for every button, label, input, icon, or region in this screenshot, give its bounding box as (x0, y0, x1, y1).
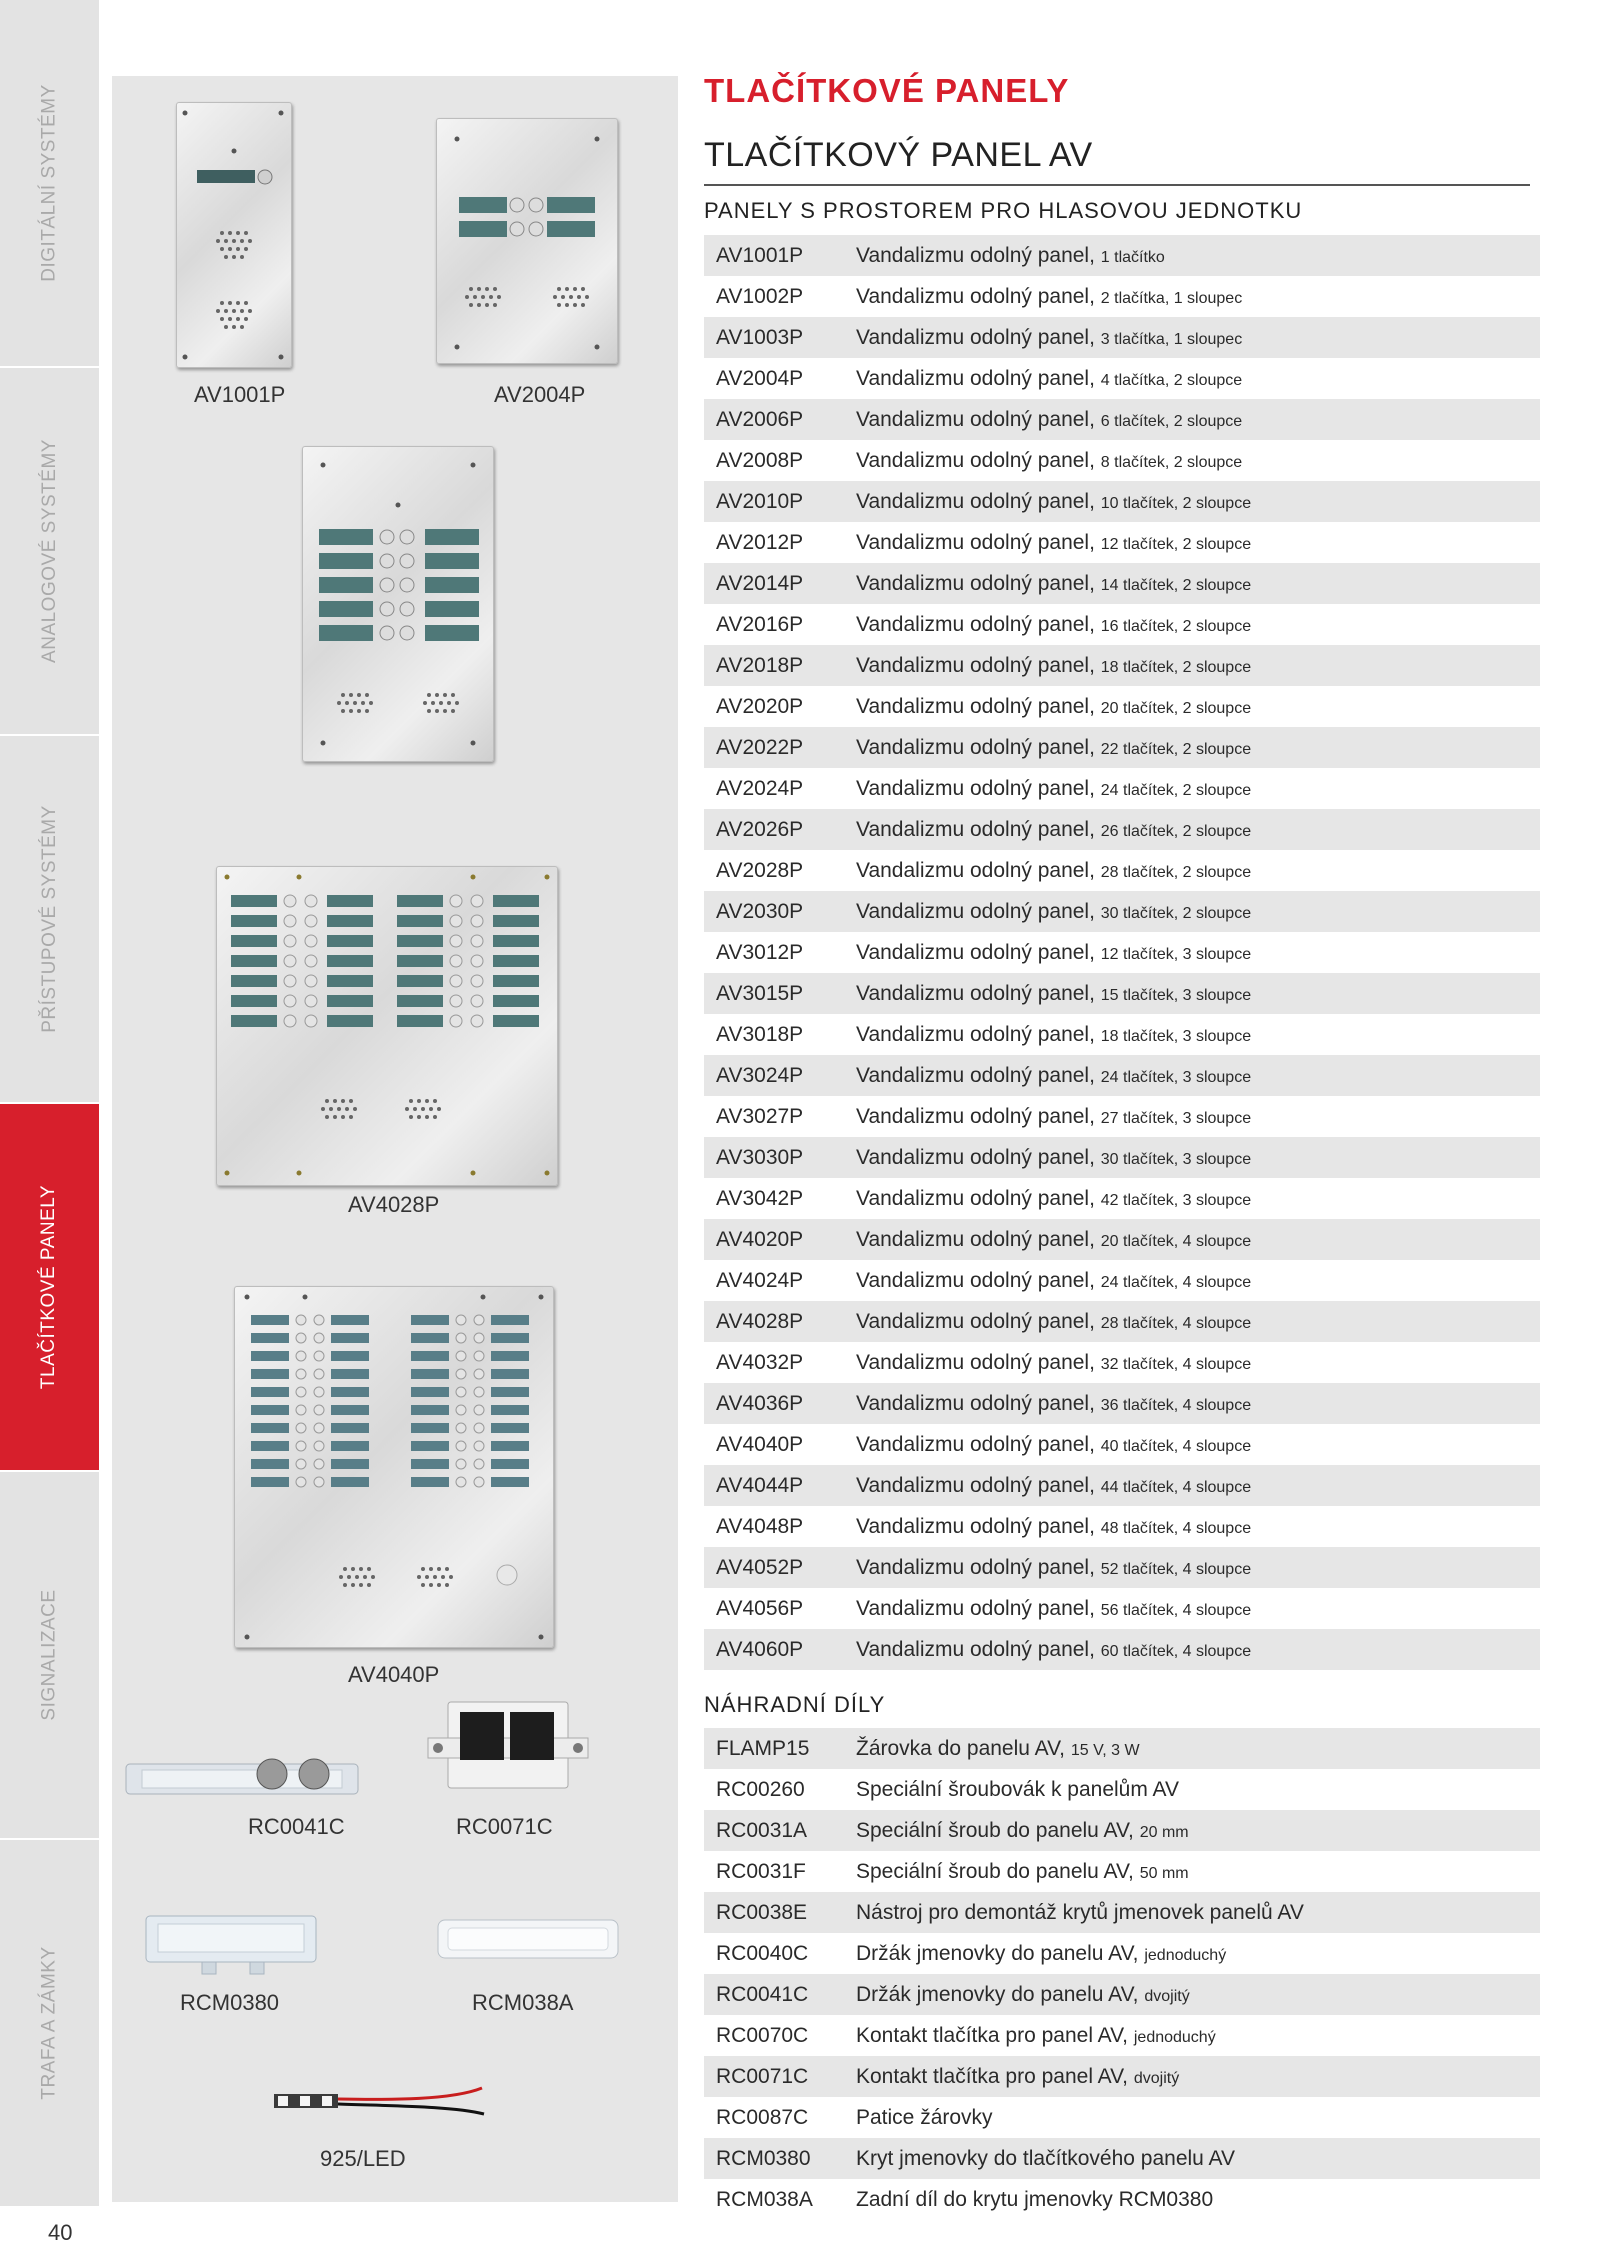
tab-label: SIGNALIZACE (38, 1589, 60, 1721)
tab-digitalni-systemy[interactable] (0, 0, 99, 368)
description-detail: 2 tlačítka, 1 sloupec (1100, 289, 1243, 307)
description-text: Držák jmenovky do panelu AV, (856, 1982, 1139, 2006)
tab-pristupove-systemy[interactable] (0, 736, 99, 1104)
description-detail: jednoduchý (1144, 1946, 1227, 1964)
product-description (856, 1187, 1540, 1211)
table-row (704, 1933, 1540, 1974)
product-description (856, 941, 1540, 965)
table-row (704, 1588, 1540, 1629)
product-description (856, 1064, 1540, 1088)
description-text: Speciální šroub do panelu AV, (856, 1859, 1134, 1883)
description-text: Kryt jmenovky do tlačítkového panelu AV (856, 2146, 1235, 2170)
panel-plate (436, 118, 618, 364)
product-description (856, 1778, 1540, 1802)
product-code: AV2018P (716, 653, 804, 677)
description-text: Vandalizmu odolný panel, (856, 1555, 1095, 1579)
product-description (856, 654, 1540, 678)
product-description (856, 2106, 1540, 2130)
product-description (856, 531, 1540, 555)
product-code: AV3027P (716, 1104, 804, 1128)
tab-tlacitkove-panely[interactable] (0, 1104, 99, 1472)
description-text: Vandalizmu odolný panel, (856, 1268, 1095, 1292)
tab-label: PŘÍSTUPOVÉ SYSTÉMY (38, 805, 60, 1033)
product-description (856, 1105, 1540, 1129)
description-text: Vandalizmu odolný panel, (856, 1063, 1095, 1087)
description-text: Vandalizmu odolný panel, (856, 1227, 1095, 1251)
part-image-925-led (262, 2066, 562, 2186)
part-image-rcm0380 (142, 1906, 362, 2026)
table-row (704, 891, 1540, 932)
description-text: Vandalizmu odolný panel, (856, 1022, 1095, 1046)
title-divider (704, 184, 1530, 186)
table-row (704, 2138, 1540, 2179)
panel-plate (216, 866, 558, 1186)
description-text: Vandalizmu odolný panel, (856, 571, 1095, 595)
product-image-av4028p (112, 866, 678, 1326)
spares-table (704, 1728, 1540, 2220)
table-row (704, 1629, 1540, 1670)
description-detail: 12 tlačítek, 3 sloupce (1100, 945, 1252, 963)
product-code: AV4036P (716, 1391, 804, 1415)
panels-subheading: PANELY S PROSTOREM PRO HLASOVOU JEDNOTKU (704, 198, 1303, 223)
description-detail: 30 tlačítek, 3 sloupce (1100, 1150, 1252, 1168)
product-description (856, 1392, 1540, 1416)
table-row (704, 235, 1540, 276)
description-detail: 18 tlačítek, 2 sloupce (1100, 658, 1252, 676)
description-text: Vandalizmu odolný panel, (856, 530, 1095, 554)
table-row (704, 440, 1540, 481)
product-code: RC0031F (716, 1859, 806, 1883)
product-code: AV2022P (716, 735, 804, 759)
part-caption: RCM0380 (180, 1990, 280, 2015)
table-row (704, 850, 1540, 891)
description-detail: 36 tlačítek, 4 sloupce (1100, 1396, 1252, 1414)
product-caption: AV2004P (494, 382, 586, 407)
product-description (856, 2065, 1540, 2089)
description-text: Speciální šroub do panelu AV, (856, 1818, 1134, 1842)
table-row (704, 1810, 1540, 1851)
product-code: RCM038A (716, 2187, 813, 2211)
table-row (704, 1547, 1540, 1588)
product-code: AV4040P (716, 1432, 804, 1456)
product-code: AV2030P (716, 899, 804, 923)
table-row (704, 1851, 1540, 1892)
description-text: Vandalizmu odolný panel, (856, 407, 1095, 431)
product-description (856, 818, 1540, 842)
product-description (856, 1310, 1540, 1334)
product-code: AV4056P (716, 1596, 804, 1620)
part-caption: 925/LED (320, 2146, 406, 2171)
description-text: Držák jmenovky do panelu AV, (856, 1941, 1139, 1965)
product-code: AV2026P (716, 817, 804, 841)
description-detail: 15 tlačítek, 3 sloupce (1100, 986, 1252, 1004)
product-code: FLAMP15 (716, 1736, 810, 1760)
product-code: AV3024P (716, 1063, 804, 1087)
description-detail: 24 tlačítek, 4 sloupce (1100, 1273, 1252, 1291)
panel-illustration (437, 119, 617, 363)
product-description (856, 572, 1540, 596)
table-row (704, 399, 1540, 440)
product-image-av2004p (412, 76, 672, 407)
description-text: Vandalizmu odolný panel, (856, 1186, 1095, 1210)
product-description (856, 1901, 1540, 1925)
description-text: Vandalizmu odolný panel, (856, 694, 1095, 718)
description-detail: 16 tlačítek, 2 sloupce (1100, 617, 1252, 635)
spares-heading: NÁHRADNÍ DÍLY (704, 1692, 886, 1717)
product-code: RC0038E (716, 1900, 808, 1924)
description-detail: 4 tlačítka, 2 sloupce (1100, 371, 1243, 389)
product-description (856, 285, 1540, 309)
product-code: RC00260 (716, 1777, 805, 1801)
table-row (704, 2056, 1540, 2097)
product-description (856, 1023, 1540, 1047)
product-code: AV4024P (716, 1268, 804, 1292)
product-code: AV3018P (716, 1022, 804, 1046)
product-description (856, 1942, 1540, 1966)
product-description (856, 367, 1540, 391)
table-row (704, 973, 1540, 1014)
description-text: Speciální šroubovák k panelům AV (856, 1777, 1179, 1801)
description-text: Vandalizmu odolný panel, (856, 1350, 1095, 1374)
product-code: RC0041C (716, 1982, 809, 2006)
tab-label: TRAFA A ZÁMKY (38, 1946, 60, 2100)
product-caption: AV4028P (348, 1192, 440, 1217)
table-row (704, 563, 1540, 604)
product-code: RC0040C (716, 1941, 809, 1965)
description-detail: jednoduchý (1133, 2028, 1216, 2046)
description-text: Vandalizmu odolný panel, (856, 940, 1095, 964)
description-detail: 28 tlačítek, 4 sloupce (1100, 1314, 1252, 1332)
product-code: AV2028P (716, 858, 804, 882)
tab-label: ANALOGOVÉ SYSTÉMY (38, 439, 60, 663)
product-code: RC0071C (716, 2064, 809, 2088)
description-detail: 6 tlačítek, 2 sloupce (1100, 412, 1243, 430)
product-description (856, 408, 1540, 432)
product-description (856, 1228, 1540, 1252)
panels-table (704, 235, 1540, 1670)
product-description (856, 1819, 1540, 1843)
product-code: AV4028P (716, 1309, 804, 1333)
description-detail: 50 mm (1139, 1864, 1189, 1882)
description-text: Zadní díl do krytu jmenovky RCM0380 (856, 2187, 1214, 2211)
product-code: AV2016P (716, 612, 804, 636)
product-code: RC0070C (716, 2023, 809, 2047)
panel-plate (234, 1286, 554, 1648)
description-text: Vandalizmu odolný panel, (856, 1391, 1095, 1415)
table-row (704, 727, 1540, 768)
table-row (704, 645, 1540, 686)
description-text: Vandalizmu odolný panel, (856, 817, 1095, 841)
product-code: AV4032P (716, 1350, 804, 1374)
description-text: Vandalizmu odolný panel, (856, 1637, 1095, 1661)
table-row (704, 1096, 1540, 1137)
table-row (704, 358, 1540, 399)
table-row (704, 686, 1540, 727)
part-image-rc0041c (122, 1736, 372, 1856)
product-code: RC0031A (716, 1818, 808, 1842)
product-code: AV4020P (716, 1227, 804, 1251)
product-description (856, 1556, 1540, 1580)
product-description (856, 1433, 1540, 1457)
product-description (856, 1474, 1540, 1498)
table-row (704, 1892, 1540, 1933)
description-text: Vandalizmu odolný panel, (856, 366, 1095, 390)
table-row (704, 522, 1540, 563)
section-tabs (0, 0, 99, 2200)
tab-label: TLAČÍTKOVÉ PANELY (38, 1184, 60, 1390)
description-detail: 3 tlačítka, 1 sloupec (1100, 330, 1243, 348)
table-row (704, 1014, 1540, 1055)
description-text: Vandalizmu odolný panel, (856, 653, 1095, 677)
description-detail: 1 tlačítko (1100, 248, 1165, 266)
part-image-rc0071c (402, 1696, 672, 1856)
product-caption: AV4040P (348, 1662, 440, 1687)
part-caption: RC0071C (456, 1814, 553, 1839)
description-detail: 42 tlačítek, 3 sloupce (1100, 1191, 1252, 1209)
product-code: AV3030P (716, 1145, 804, 1169)
product-description (856, 490, 1540, 514)
description-text: Kontakt tlačítka pro panel AV, (856, 2023, 1129, 2047)
table-row (704, 1383, 1540, 1424)
description-text: Vandalizmu odolný panel, (856, 1514, 1095, 1538)
product-description (856, 1351, 1540, 1375)
product-description (856, 244, 1540, 268)
product-caption: AV1001P (194, 382, 286, 407)
product-code: AV4060P (716, 1637, 804, 1661)
table-row (704, 1055, 1540, 1096)
description-text: Vandalizmu odolný panel, (856, 489, 1095, 513)
description-text: Vandalizmu odolný panel, (856, 858, 1095, 882)
product-code: AV3015P (716, 981, 804, 1005)
panel-illustration (217, 867, 557, 1185)
description-detail: 24 tlačítek, 2 sloupce (1100, 781, 1252, 799)
description-text: Vandalizmu odolný panel, (856, 1432, 1095, 1456)
product-description (856, 2024, 1540, 2048)
description-detail: 52 tlačítek, 4 sloupce (1100, 1560, 1252, 1578)
product-code: RC0087C (716, 2105, 809, 2129)
product-description (856, 1269, 1540, 1293)
table-row (704, 2015, 1540, 2056)
description-detail: 48 tlačítek, 4 sloupce (1100, 1519, 1252, 1537)
product-description (856, 1737, 1540, 1761)
table-row (704, 1178, 1540, 1219)
table-row (704, 317, 1540, 358)
description-text: Vandalizmu odolný panel, (856, 1145, 1095, 1169)
table-row (704, 2179, 1540, 2220)
description-detail: 20 tlačítek, 4 sloupce (1100, 1232, 1252, 1250)
product-description (856, 1860, 1540, 1884)
part-caption: RC0041C (248, 1814, 345, 1839)
description-detail: 8 tlačítek, 2 sloupce (1100, 453, 1243, 471)
description-detail: 10 tlačítek, 2 sloupce (1100, 494, 1252, 512)
description-text: Nástroj pro demontáž krytů jmenovek panelů AV (856, 1900, 1304, 1924)
product-image-av2010p (112, 446, 678, 906)
product-code: AV1003P (716, 325, 804, 349)
description-detail: 44 tlačítek, 4 sloupce (1100, 1478, 1252, 1496)
product-description (856, 1983, 1540, 2007)
product-code: AV2014P (716, 571, 804, 595)
description-text: Vandalizmu odolný panel, (856, 1473, 1095, 1497)
product-code: AV1002P (716, 284, 804, 308)
table-row (704, 1137, 1540, 1178)
product-code: AV1001P (716, 243, 804, 267)
description-text: Vandalizmu odolný panel, (856, 899, 1095, 923)
table-row (704, 768, 1540, 809)
table-row (704, 1465, 1540, 1506)
description-text: Vandalizmu odolný panel, (856, 325, 1095, 349)
description-detail: 20 tlačítek, 2 sloupce (1100, 699, 1252, 717)
description-detail: 40 tlačítek, 4 sloupce (1100, 1437, 1252, 1455)
table-row (704, 1342, 1540, 1383)
table-row (704, 2097, 1540, 2138)
tab-trafa-a-zamky[interactable] (0, 1840, 99, 2208)
part-illustration (142, 1906, 362, 1986)
product-code: AV2004P (716, 366, 804, 390)
description-text: Vandalizmu odolný panel, (856, 735, 1095, 759)
table-row (704, 1301, 1540, 1342)
product-image-av1001p (112, 76, 372, 407)
description-text: Vandalizmu odolný panel, (856, 1309, 1095, 1333)
description-detail: 30 tlačítek, 2 sloupce (1100, 904, 1252, 922)
table-row (704, 481, 1540, 522)
product-description (856, 982, 1540, 1006)
product-code: AV4048P (716, 1514, 804, 1538)
description-detail: 27 tlačítek, 3 sloupce (1100, 1109, 1252, 1127)
part-illustration (122, 1736, 372, 1806)
panel-illustration (177, 103, 291, 367)
description-text: Vandalizmu odolný panel, (856, 1104, 1095, 1128)
tab-analogove-systemy[interactable] (0, 368, 99, 736)
description-detail: 56 tlačítek, 4 sloupce (1100, 1601, 1252, 1619)
table-row (704, 1219, 1540, 1260)
panel-illustration (303, 447, 493, 761)
product-description (856, 900, 1540, 924)
product-description (856, 613, 1540, 637)
product-description (856, 1146, 1540, 1170)
product-description (856, 2147, 1540, 2171)
product-image-av4040p (112, 1286, 678, 1736)
table-row (704, 604, 1540, 645)
description-detail: dvojitý (1144, 1987, 1190, 2005)
part-caption: RCM038A (472, 1990, 574, 2015)
product-code: AV2010P (716, 489, 804, 513)
part-illustration (432, 1906, 662, 1986)
description-text: Vandalizmu odolný panel, (856, 243, 1095, 267)
table-row (704, 1769, 1540, 1810)
product-description (856, 2188, 1540, 2212)
description-text: Vandalizmu odolný panel, (856, 981, 1095, 1005)
description-detail: 12 tlačítek, 2 sloupce (1100, 535, 1252, 553)
description-text: Vandalizmu odolný panel, (856, 776, 1095, 800)
page-title: TLAČÍTKOVÝ PANEL AV (704, 136, 1093, 174)
product-code: AV3012P (716, 940, 804, 964)
description-detail: 20 mm (1139, 1823, 1189, 1841)
product-description (856, 777, 1540, 801)
product-description (856, 1515, 1540, 1539)
panel-plate (176, 102, 292, 368)
description-detail: 26 tlačítek, 2 sloupce (1100, 822, 1252, 840)
description-detail: 22 tlačítek, 2 sloupce (1100, 740, 1252, 758)
description-text: Vandalizmu odolný panel, (856, 448, 1095, 472)
table-row (704, 932, 1540, 973)
product-code: AV2008P (716, 448, 804, 472)
product-code: AV2024P (716, 776, 804, 800)
table-row (704, 1506, 1540, 1547)
description-detail: 15 V, 3 W (1070, 1741, 1140, 1759)
product-code: AV2012P (716, 530, 804, 554)
description-detail: 32 tlačítek, 4 sloupce (1100, 1355, 1252, 1373)
product-code: AV2006P (716, 407, 804, 431)
panel-illustration (235, 1287, 553, 1647)
description-text: Vandalizmu odolný panel, (856, 1596, 1095, 1620)
product-description (856, 1638, 1540, 1662)
description-detail: dvojitý (1133, 2069, 1180, 2087)
description-detail: 24 tlačítek, 3 sloupce (1100, 1068, 1252, 1086)
tab-label: DIGITÁLNÍ SYSTÉMY (38, 84, 60, 282)
product-description (856, 695, 1540, 719)
product-description (856, 859, 1540, 883)
product-code: RCM0380 (716, 2146, 811, 2170)
product-code: AV4052P (716, 1555, 804, 1579)
description-detail: 28 tlačítek, 2 sloupce (1100, 863, 1252, 881)
description-detail: 60 tlačítek, 4 sloupce (1100, 1642, 1252, 1660)
table-row (704, 1260, 1540, 1301)
product-description (856, 1597, 1540, 1621)
product-code: AV4044P (716, 1473, 804, 1497)
description-detail: 18 tlačítek, 3 sloupce (1100, 1027, 1252, 1045)
table-row (704, 1728, 1540, 1769)
description-text: Vandalizmu odolný panel, (856, 284, 1095, 308)
product-gallery (112, 76, 678, 2202)
table-row (704, 809, 1540, 850)
product-description (856, 449, 1540, 473)
product-description (856, 736, 1540, 760)
description-text: Žárovka do panelu AV, (856, 1736, 1065, 1760)
panel-plate (302, 446, 494, 762)
table-row (704, 1974, 1540, 2015)
tab-signalizace[interactable] (0, 1472, 99, 1840)
part-illustration (402, 1696, 672, 1796)
description-text: Kontakt tlačítka pro panel AV, (856, 2064, 1129, 2088)
description-text: Vandalizmu odolný panel, (856, 612, 1095, 636)
table-row (704, 276, 1540, 317)
product-code: AV3042P (716, 1186, 804, 1210)
product-code: AV2020P (716, 694, 804, 718)
part-image-rcm038a (432, 1906, 662, 2026)
section-title: TLAČÍTKOVÉ PANELY (704, 72, 1070, 109)
description-detail: 14 tlačítek, 2 sloupce (1100, 576, 1252, 594)
product-description (856, 326, 1540, 350)
table-row (704, 1424, 1540, 1465)
page-number: 40 (48, 2220, 73, 2245)
part-illustration (262, 2066, 562, 2136)
description-text: Patice žárovky (856, 2105, 993, 2129)
